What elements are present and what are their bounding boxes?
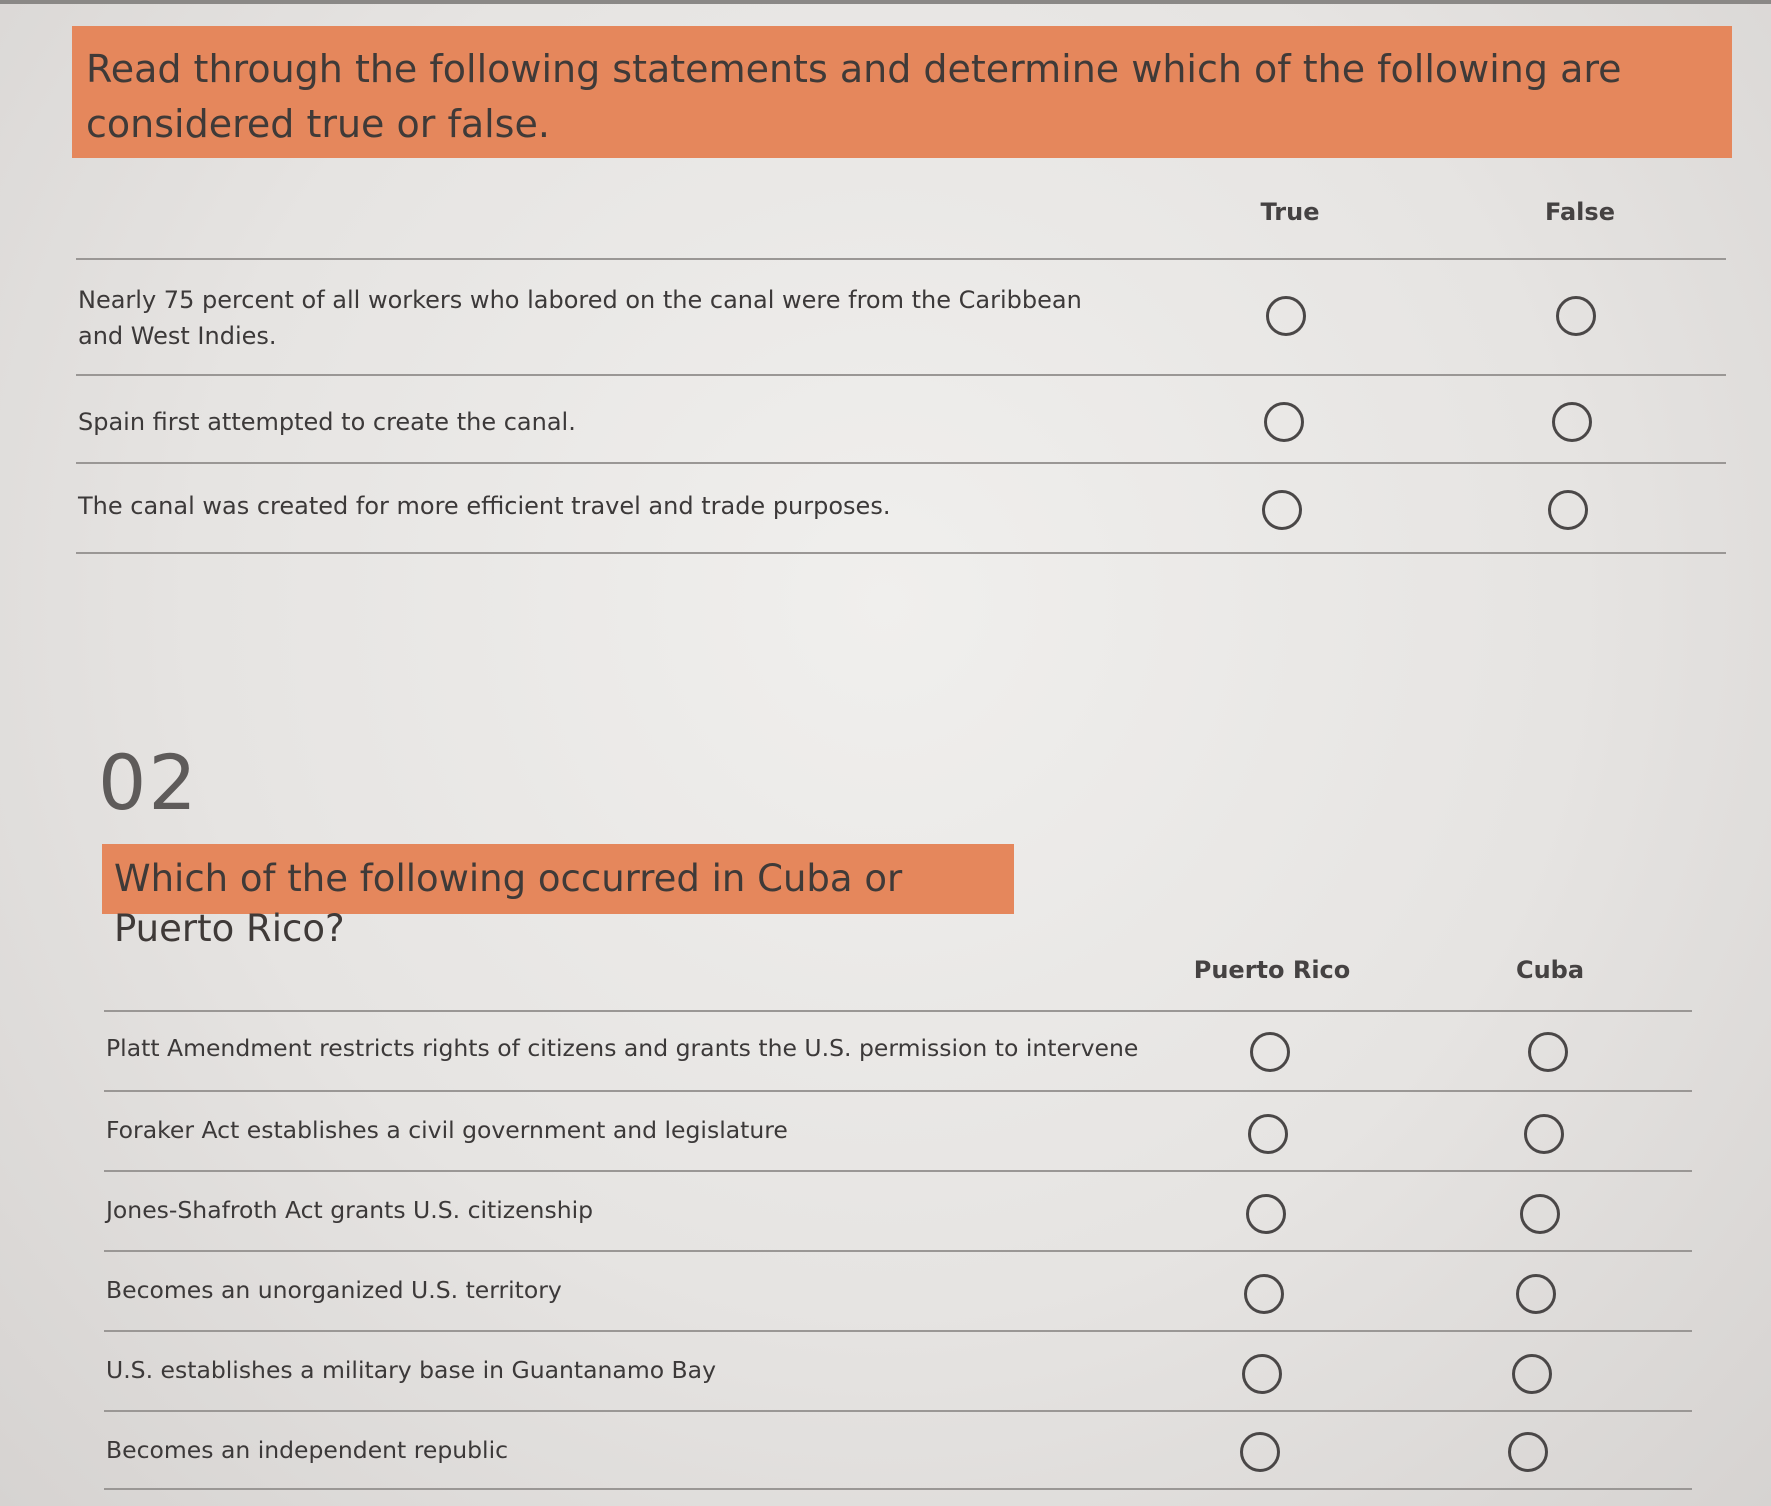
statement-text: Nearly 75 percent of all workers who labored on the canal were from the Caribbean and West Indies. xyxy=(78,286,1082,350)
statement-text: Jones-Shafroth Act grants U.S. citizenship xyxy=(106,1196,594,1224)
column-header-false: False xyxy=(1545,198,1615,226)
statement-row xyxy=(104,1010,1692,1092)
statement-row xyxy=(76,464,1726,554)
statement-text: The canal was created for more efficient travel and trade purposes. xyxy=(78,492,891,520)
statement-text: U.S. establishes a military base in Guantanamo Bay xyxy=(106,1356,716,1384)
statement-text: Platt Amendment restricts rights of citizens and grants the U.S. permission to intervene xyxy=(106,1034,1139,1062)
radio-cuba[interactable] xyxy=(1528,1032,1568,1072)
instruction-banner xyxy=(72,26,1732,158)
statement-row xyxy=(76,376,1726,464)
column-header-puerto-rico: Puerto Rico xyxy=(1193,956,1351,984)
radio-puerto-rico[interactable] xyxy=(1250,1032,1290,1072)
radio-cuba[interactable] xyxy=(1520,1194,1560,1234)
radio-true[interactable] xyxy=(1266,296,1306,336)
statement-row xyxy=(104,1172,1692,1252)
statement-row xyxy=(104,1092,1692,1172)
radio-true[interactable] xyxy=(1262,490,1302,530)
radio-puerto-rico[interactable] xyxy=(1248,1114,1288,1154)
radio-false[interactable] xyxy=(1552,402,1592,442)
true-false-header-row xyxy=(76,196,1726,260)
radio-puerto-rico[interactable] xyxy=(1246,1194,1286,1234)
radio-puerto-rico[interactable] xyxy=(1242,1354,1282,1394)
radio-cuba[interactable] xyxy=(1516,1274,1556,1314)
radio-puerto-rico[interactable] xyxy=(1244,1274,1284,1314)
column-header-cuba: Cuba xyxy=(1515,956,1585,984)
statement-text: Spain first attempted to create the canal. xyxy=(78,408,576,436)
statement-row xyxy=(76,258,1726,376)
radio-false[interactable] xyxy=(1548,490,1588,530)
question-banner xyxy=(102,844,1014,950)
puerto-rico-cuba-header-row xyxy=(104,952,1692,1012)
radio-true[interactable] xyxy=(1264,402,1304,442)
radio-puerto-rico[interactable] xyxy=(1240,1432,1280,1472)
section-number: 02 xyxy=(98,738,199,827)
question-text: Which of the following occurred in Cuba or Puerto Rico? xyxy=(114,857,903,950)
radio-false[interactable] xyxy=(1556,296,1596,336)
statement-row xyxy=(104,1412,1692,1490)
statement-text: Becomes an independent republic xyxy=(106,1436,509,1464)
statement-row xyxy=(104,1252,1692,1332)
radio-cuba[interactable] xyxy=(1512,1354,1552,1394)
instruction-text: Read through the following statements and determine which of the following are considered true or false. xyxy=(86,47,1622,146)
radio-cuba[interactable] xyxy=(1508,1432,1548,1472)
radio-cuba[interactable] xyxy=(1524,1114,1564,1154)
statement-text: Becomes an unorganized U.S. territory xyxy=(106,1276,562,1304)
column-header-true: True xyxy=(1260,198,1320,226)
statement-text: Foraker Act establishes a civil government and legislature xyxy=(106,1116,788,1144)
statement-row xyxy=(104,1332,1692,1412)
top-edge-line xyxy=(0,0,1771,4)
